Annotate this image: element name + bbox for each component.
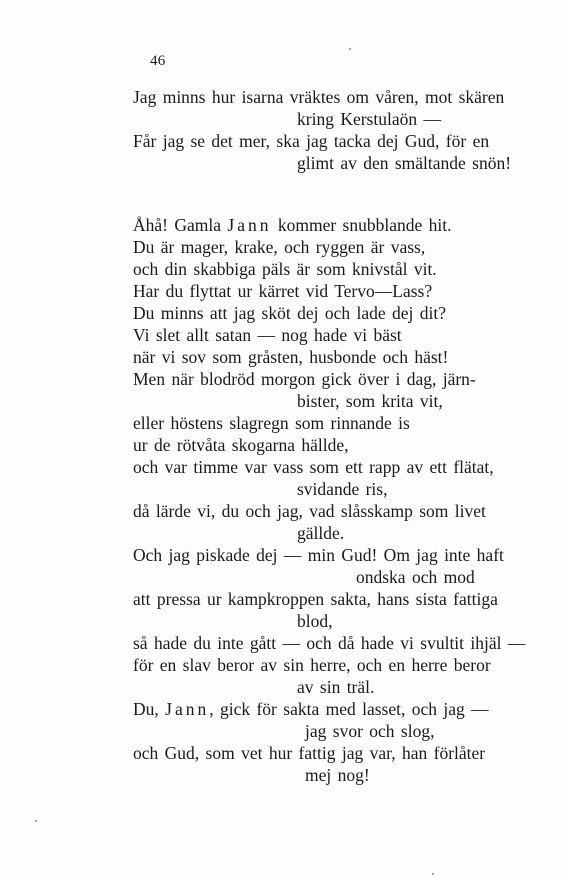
verse-line: Du är mager, krake, och ryggen är vass, [133,237,426,257]
verse-line: att pressa ur kampkroppen sakta, hans sista fattiga [133,589,498,609]
verse-line [133,214,451,236]
verse-line: svidande ris, [297,479,388,499]
verse-line: Du minns att jag sköt dej och lade dej dit? [133,303,447,323]
print-speck [35,820,37,822]
verse-text: kommer snubblande hit. [271,215,452,235]
verse-line: när vi sov som gråsten, husbonde och häst! [133,347,449,367]
verse-text: , gick för sakta med lasset, och jag — [209,699,489,719]
verse-line: då lärde vi, du och jag, vad slåsskamp som livet [133,501,486,521]
print-speck [349,48,351,50]
verse-line: gällde. [297,523,345,543]
verse-line [133,698,489,720]
page-number: 46 [150,53,166,69]
verse-line: för en slav beror av sin herre, och en herre beror [133,655,491,675]
verse-text: Du, [133,699,166,719]
print-speck [432,873,434,875]
verse-line: eller höstens slagregn som rinnande is [133,413,410,433]
name-jann: Jann [227,215,272,235]
verse-line: Jag minns hur isarna vräktes om våren, mot skären [133,87,505,107]
verse-line: av sin träl. [297,677,375,697]
verse-line: så hade du inte gått — och då hade vi svultit ihjäl — [133,633,526,653]
verse-line: Har du flyttat ur kärret vid Tervo—Lass? [133,281,433,301]
verse-line: och din skabbiga päls är som knivstål vit. [133,259,437,279]
verse-line: Vi slet allt satan — nog hade vi bäst [133,325,402,345]
verse-line: blod, [297,611,333,631]
verse-text: Åhå! Gamla [133,215,228,235]
verse-line: och Gud, som vet hur fattig jag var, han förlåter [133,743,486,763]
verse-line: mej nog! [305,765,370,785]
verse-line: Får jag se det mer, ska jag tacka dej Gud, för en [133,131,490,151]
verse-line: jag svor och slog, [305,721,435,741]
verse-line: glimt av den smältande snön! [297,153,512,173]
verse-line: kring Kerstulaön — [297,109,441,129]
verse-line: och var timme var vass som ett rapp av ett flätat, [133,457,494,477]
verse-line: ur de rötvåta skogarna hällde, [133,435,349,455]
verse-line: bister, som krita vit, [297,391,443,411]
verse-line: Och jag piskade dej — min Gud! Om jag inte haft [133,545,504,565]
verse-line: ondska och mod [356,567,475,587]
name-jann: Jann [165,699,210,719]
verse-line: Men när blodröd morgon gick över i dag, järn- [133,369,476,389]
